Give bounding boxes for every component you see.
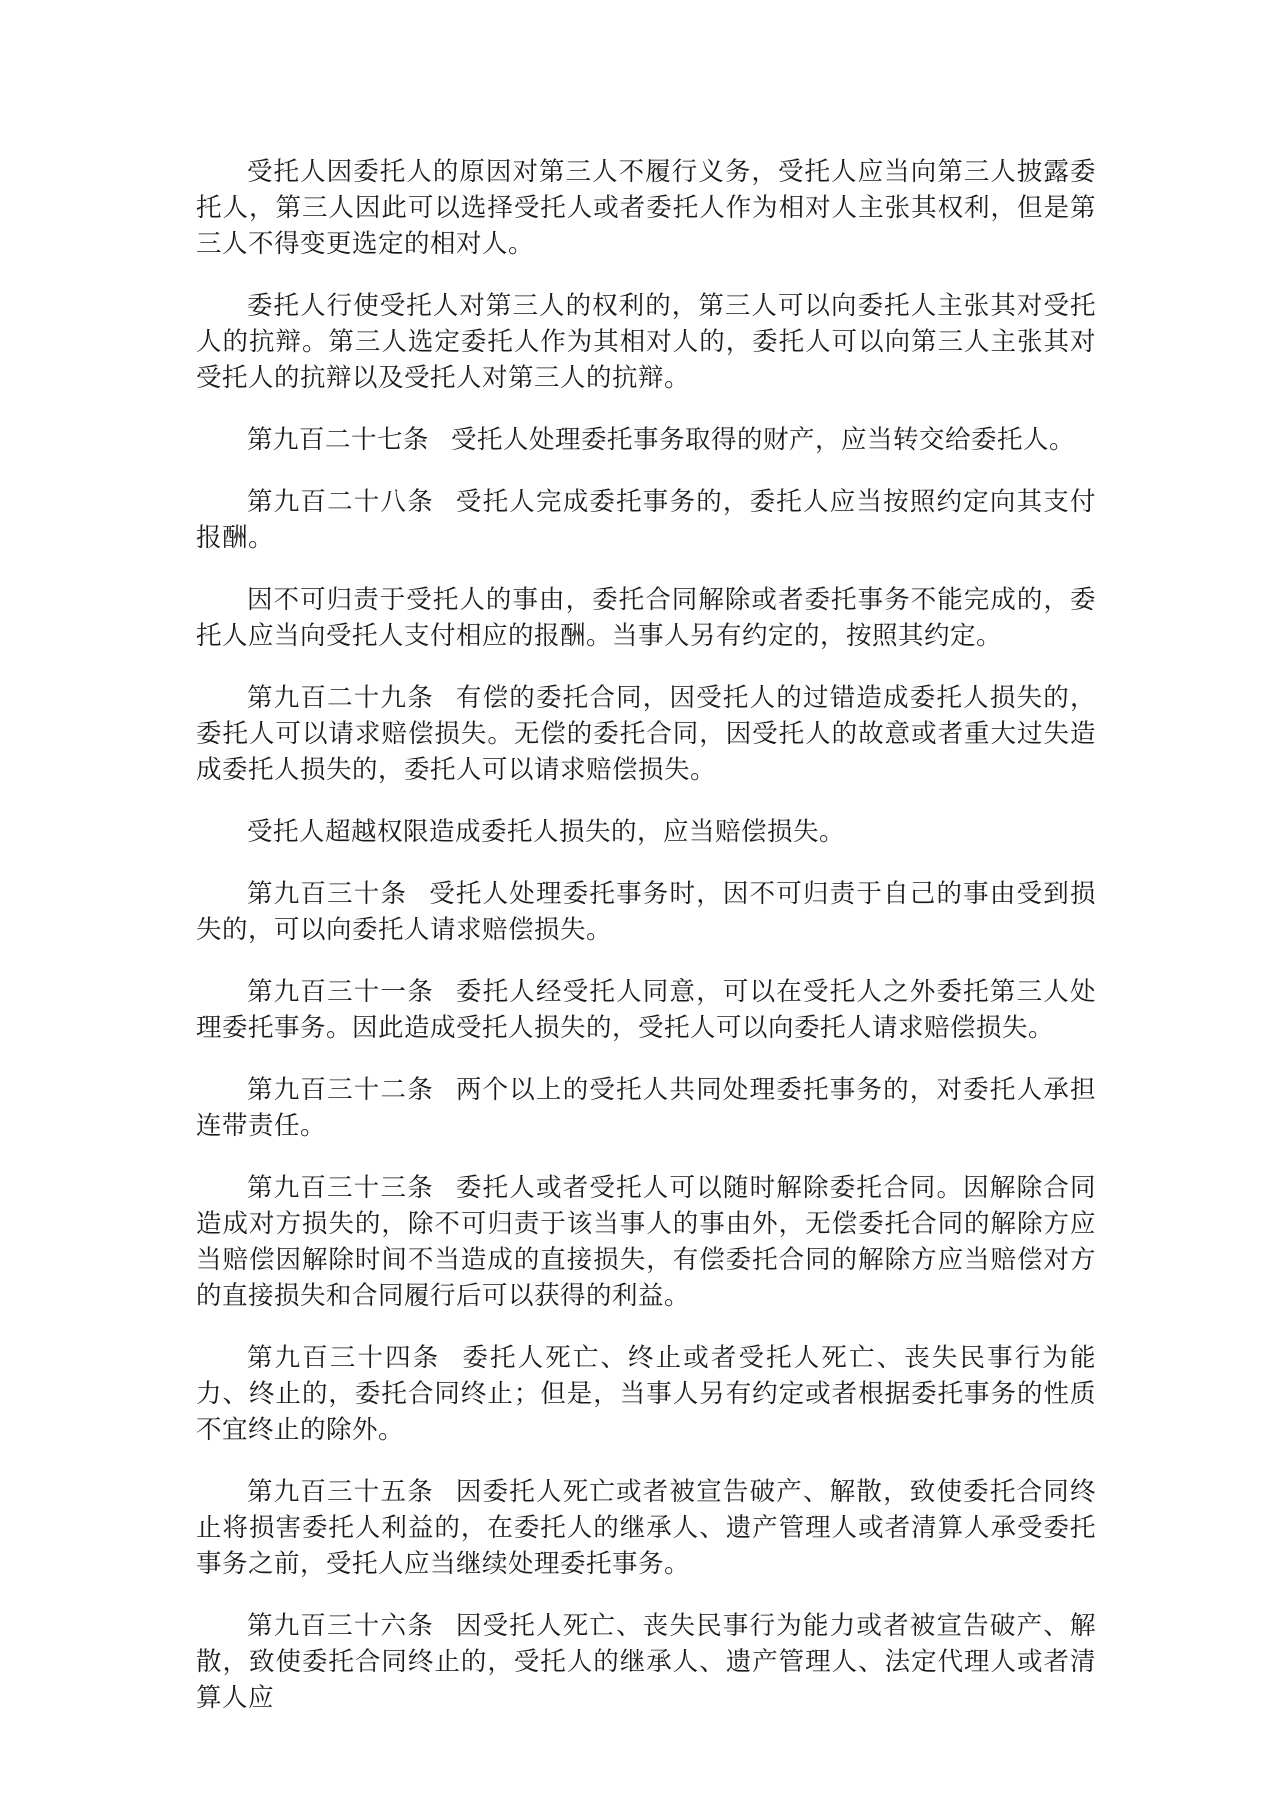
paragraph-text: 因委托人死亡或者被宣告破产、解散，致使委托合同终止将损害委托人利益的，在委托人的继承人、遗产管理人或者清算人承受委托事务之前，受托人应当继续处理委托事务。 [196,1477,1096,1579]
paragraph-text: 委托人行使受托人对第三人的权利的，第三人可以向委托人主张其对受托人的抗辩。第三人选定委托人作为其相对人的，委托人可以向第三人主张其对受托人的抗辩以及受托人对第三人的抗辩。 [196,291,1096,393]
paragraph [196,154,1096,262]
paragraph-text: 因受托人死亡、丧失民事行为能力或者被宣告破产、解散，致使委托合同终止的，受托人的继承人、遗产管理人、法定代理人或者清算人应 [196,1611,1096,1713]
paragraph-text: 有偿的委托合同，因受托人的过错造成委托人损失的，委托人可以请求赔偿损失。无偿的委托合同，因受托人的故意或者重大过失造成委托人损失的，委托人可以请求赔偿损失。 [196,683,1096,785]
article-paragraph [196,484,1096,556]
paragraph-text: 受托人处理委托事务时，因不可归责于自己的事由受到损失的，可以向委托人请求赔偿损失。 [196,879,1096,945]
article-paragraph [196,876,1096,948]
document-body [196,154,1096,1742]
paragraph-text: 委托人或者受托人可以随时解除委托合同。因解除合同造成对方损失的，除不可归责于该当事人的事由外，无偿委托合同的解除方应当赔偿因解除时间不当造成的直接损失，有偿委托合同的解除方应当赔偿对方的直接损失和合同履行后可以获得的利益。 [196,1173,1096,1311]
article-number: 第九百二十七条 [247,425,430,455]
article-paragraph [196,1072,1096,1144]
paragraph-text: 受托人处理委托事务取得的财产，应当转交给委托人。 [451,425,1076,455]
paragraph [196,582,1096,654]
article-paragraph [196,680,1096,788]
article-paragraph [196,422,1096,458]
article-number: 第九百三十一条 [247,977,434,1007]
article-number: 第九百三十六条 [247,1611,434,1641]
article-number: 第九百三十四条 [247,1343,441,1373]
article-number: 第九百三十条 [247,879,408,909]
paragraph-text: 受托人超越权限造成委托人损失的，应当赔偿损失。 [247,817,846,847]
paragraph-text: 受托人因委托人的原因对第三人不履行义务，受托人应当向第三人披露委托人，第三人因此可以选择受托人或者委托人作为相对人主张其权利，但是第三人不得变更选定的相对人。 [196,157,1096,259]
paragraph-text: 委托人经受托人同意，可以在受托人之外委托第三人处理委托事务。因此造成受托人损失的，受托人可以向委托人请求赔偿损失。 [196,977,1096,1043]
article-number: 第九百三十三条 [247,1173,434,1203]
article-paragraph [196,1340,1096,1448]
article-number: 第九百三十五条 [247,1477,434,1507]
article-number: 第九百二十九条 [247,683,434,713]
article-paragraph [196,974,1096,1046]
article-paragraph [196,1170,1096,1314]
paragraph-text: 因不可归责于受托人的事由，委托合同解除或者委托事务不能完成的，委托人应当向受托人支付相应的报酬。当事人另有约定的，按照其约定。 [196,585,1096,651]
article-number: 第九百三十二条 [247,1075,434,1105]
paragraph-text: 两个以上的受托人共同处理委托事务的，对委托人承担连带责任。 [196,1075,1096,1141]
paragraph-text: 委托人死亡、终止或者受托人死亡、丧失民事行为能力、终止的，委托合同终止；但是，当事人另有约定或者根据委托事务的性质不宜终止的除外。 [196,1343,1096,1445]
paragraph [196,288,1096,396]
paragraph-text: 受托人完成委托事务的，委托人应当按照约定向其支付报酬。 [196,487,1096,553]
article-paragraph [196,1474,1096,1582]
article-paragraph [196,1608,1096,1716]
article-number: 第九百二十八条 [247,487,434,517]
paragraph [196,814,1096,850]
